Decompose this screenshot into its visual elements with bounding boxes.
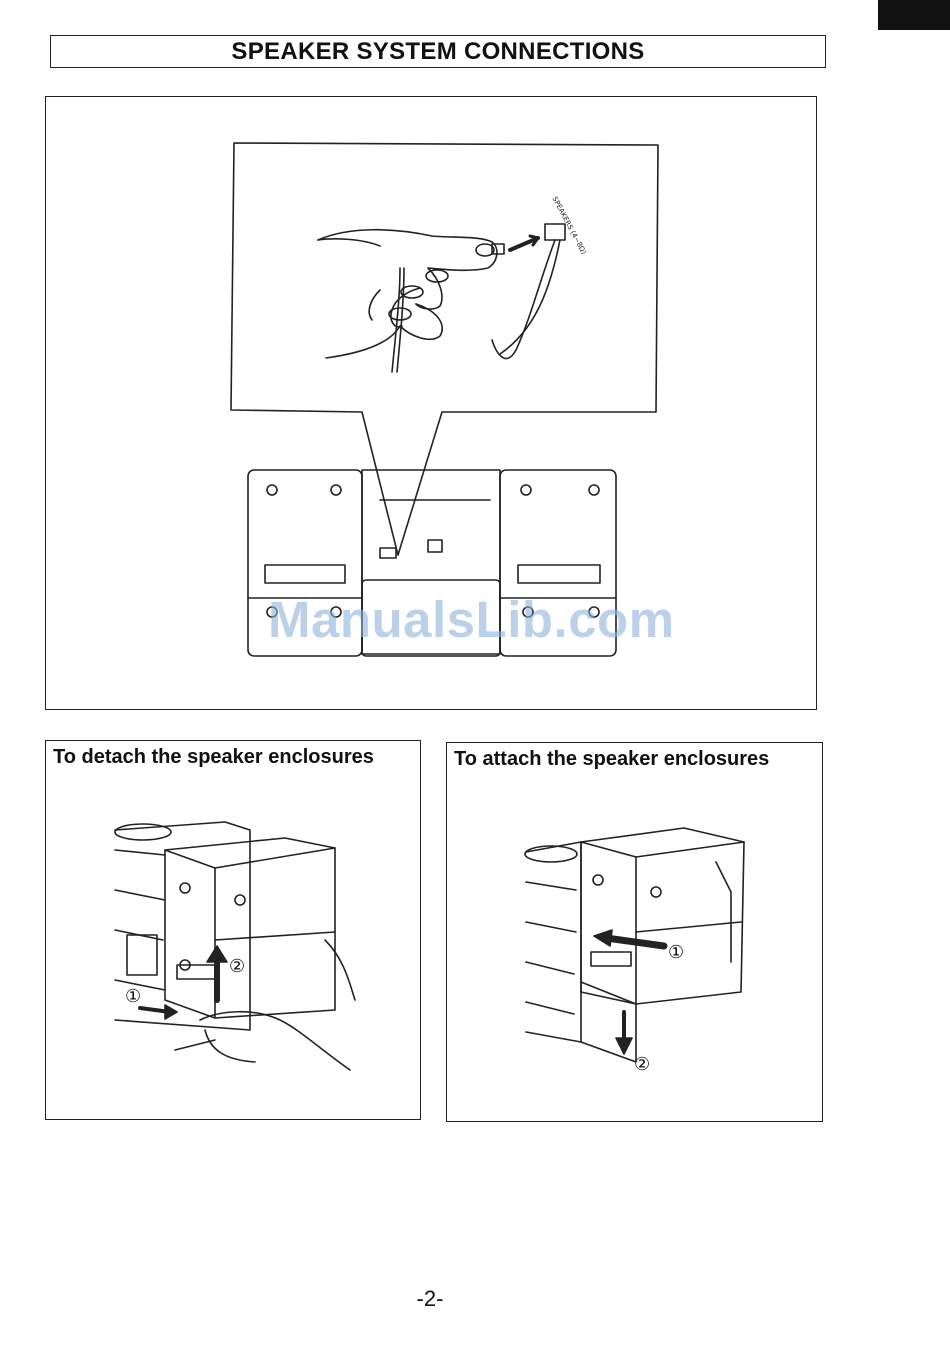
page-number: -2- [416, 1286, 444, 1311]
detach-step-1: ① [125, 986, 142, 1007]
attach-step-1: ① [668, 942, 685, 963]
attach-step-2: ② [634, 1054, 651, 1075]
speaker-jack [545, 224, 565, 240]
attach-illustration [446, 742, 823, 1122]
watermark: ManualsLib.com [268, 591, 675, 648]
jack-label: SPEAKERS (4~8Ω) [550, 195, 588, 256]
page-title: SPEAKER SYSTEM CONNECTIONS [231, 37, 645, 65]
detach-step-2: ② [229, 956, 246, 977]
attach-panel-title: To attach the speaker enclosures [454, 748, 770, 770]
stereo-unit-rear-view [248, 470, 616, 656]
callout-box [231, 143, 658, 555]
detach-illustration [45, 740, 421, 1120]
detach-panel-title: To detach the speaker enclosures [53, 746, 374, 768]
hand-drawing [318, 230, 497, 358]
